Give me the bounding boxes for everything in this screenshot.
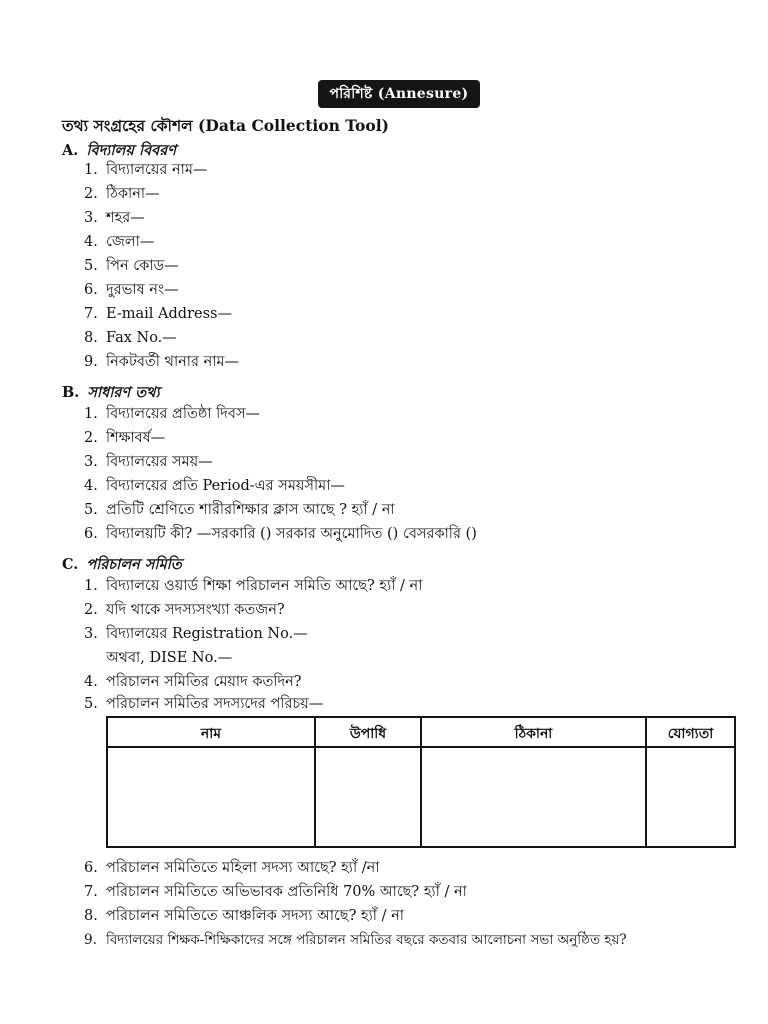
- item-text: বিদ্যালয়ের প্রতিষ্ঠা দিবস—: [106, 406, 261, 422]
- item-number: 6.: [84, 526, 98, 542]
- item-number: 2.: [84, 430, 98, 446]
- section-c-item-6: [84, 858, 724, 878]
- item-text: বিদ্যালয়ের শিক্ষক-শিক্ষিকাদের সঙ্গে পরিচালন সমিতির বছরে কতবার আলোচনা সভা অনুষ্ঠিত হয়?: [106, 932, 627, 948]
- item-number: 8.: [84, 330, 98, 346]
- item-text: পরিচালন সমিতিতে আঞ্চলিক সদস্য আছে? হ্যাঁ / না: [106, 908, 404, 924]
- item-number: 1.: [84, 406, 98, 422]
- section-c-item-4: [84, 672, 724, 692]
- item-text: দুরভাষ নং—: [106, 282, 179, 298]
- item-number: 1.: [84, 578, 98, 594]
- item-number: 7.: [84, 884, 98, 900]
- section-a-item-2: [84, 184, 724, 204]
- section-c-item-3-alt: [106, 648, 746, 668]
- item-text: পরিচালন সমিতিতে অভিভাবক প্রতিনিধি 70% আছে? হ্যাঁ / না: [106, 884, 467, 900]
- item-text: পরিচালন সমিতিতে মহিলা সদস্য আছে? হ্যাঁ /না: [106, 860, 380, 876]
- section-c-item-3: [84, 624, 724, 644]
- section-c-title: পরিচালন সমিতি: [86, 556, 182, 573]
- section-b-item-3: [84, 452, 724, 472]
- item-text: বিদ্যালয়ের Registration No.—: [106, 626, 308, 642]
- item-text: Fax No.—: [106, 330, 177, 346]
- section-c-item-2: [84, 600, 724, 620]
- section-b-item-5: [84, 500, 724, 520]
- item-number: 4.: [84, 478, 98, 494]
- item-number: 3.: [84, 626, 98, 642]
- section-a-item-1: [84, 160, 724, 180]
- section-b-heading: [62, 382, 462, 406]
- item-text: শহর—: [106, 210, 145, 226]
- item-text: অথবা, DISE No.—: [106, 650, 233, 666]
- section-c-heading: [62, 554, 462, 578]
- committee-members-table: [106, 716, 736, 848]
- item-text: ঠিকানা—: [106, 186, 160, 202]
- section-c-item-9: [84, 930, 724, 950]
- item-number: 5.: [84, 696, 98, 712]
- item-number: 5.: [84, 502, 98, 518]
- section-b-item-1: [84, 404, 724, 424]
- section-b-item-4: [84, 476, 724, 496]
- item-text: পিন কোড—: [106, 258, 179, 274]
- item-number: 6.: [84, 860, 98, 876]
- section-c-letter: C.: [62, 556, 79, 573]
- section-a-item-4: [84, 232, 724, 252]
- item-number: 1.: [84, 162, 98, 178]
- item-text: যদি থাকে সদস্যসংখ্যা কতজন?: [106, 602, 285, 618]
- item-number: 5.: [84, 258, 98, 274]
- section-b-item-2: [84, 428, 724, 448]
- item-number: 9.: [84, 932, 97, 948]
- item-number: 2.: [84, 186, 98, 202]
- item-text: নিকটবর্তী থানার নাম—: [106, 354, 240, 370]
- item-text: বিদ্যালয়ের প্রতি Period-এর সময়সীমা—: [106, 478, 345, 494]
- table-header-title: উপাধি: [349, 726, 387, 742]
- item-number: 4.: [84, 674, 98, 690]
- section-a-item-3: [84, 208, 724, 228]
- item-text: জেলা—: [106, 234, 155, 250]
- item-number: 3.: [84, 454, 98, 470]
- section-c-item-8: [84, 906, 724, 926]
- table-header-qualification: যোগ্যতা: [667, 726, 714, 742]
- item-text: পরিচালন সমিতির মেয়াদ কতদিন?: [106, 674, 302, 690]
- annexure-banner: পরিশিষ্ট (Annesure): [318, 80, 480, 108]
- item-text: বিদ্যালয়ের সময়—: [106, 454, 213, 470]
- item-number: 8.: [84, 908, 98, 924]
- item-number: 3.: [84, 210, 98, 226]
- item-text: পরিচালন সমিতির সদস্যদের পরিচয়—: [106, 696, 324, 712]
- document-title: তথ্য সংগ্রহের কৌশল (Data Collection Tool): [62, 116, 389, 135]
- item-text: প্রতিটি শ্রেণিতে শারীরশিক্ষার ক্লাস আছে ? হ্যাঁ / না: [106, 502, 395, 518]
- item-number: 2.: [84, 602, 98, 618]
- section-c-item-7: [84, 882, 724, 902]
- section-a-item-6: [84, 280, 724, 300]
- section-c-item-1: [84, 576, 724, 596]
- table-header-name: নাম: [200, 726, 222, 742]
- item-number: 6.: [84, 282, 98, 298]
- table-header-address: ঠিকানা: [514, 726, 553, 742]
- section-a-title: বিদ্যালয় বিবরণ: [86, 142, 176, 159]
- section-a-item-9: [84, 352, 724, 372]
- section-c-item-5: [84, 694, 724, 714]
- section-b-title: সাধারণ তথ্য: [87, 384, 160, 401]
- item-text: বিদ্যালয়টি কী? —সরকারি () সরকার অনুমোদিত () বেসরকারি (): [106, 526, 477, 542]
- section-a-item-7: [84, 304, 724, 324]
- item-number: 7.: [84, 306, 98, 322]
- item-text: বিদ্যালয়ের নাম—: [106, 162, 208, 178]
- section-a-item-8: [84, 328, 724, 348]
- section-b-letter: B.: [62, 384, 80, 401]
- section-b-item-6: [84, 524, 724, 544]
- item-number: 4.: [84, 234, 98, 250]
- section-a-item-5: [84, 256, 724, 276]
- item-text: শিক্ষাবর্ষ—: [106, 430, 166, 446]
- item-number: 9.: [84, 354, 98, 370]
- section-a-letter: A.: [62, 142, 79, 159]
- item-text: বিদ্যালয়ে ওয়ার্ড শিক্ষা পরিচালন সমিতি আছে? হ্যাঁ / না: [106, 578, 423, 594]
- item-text: E-mail Address—: [106, 306, 232, 322]
